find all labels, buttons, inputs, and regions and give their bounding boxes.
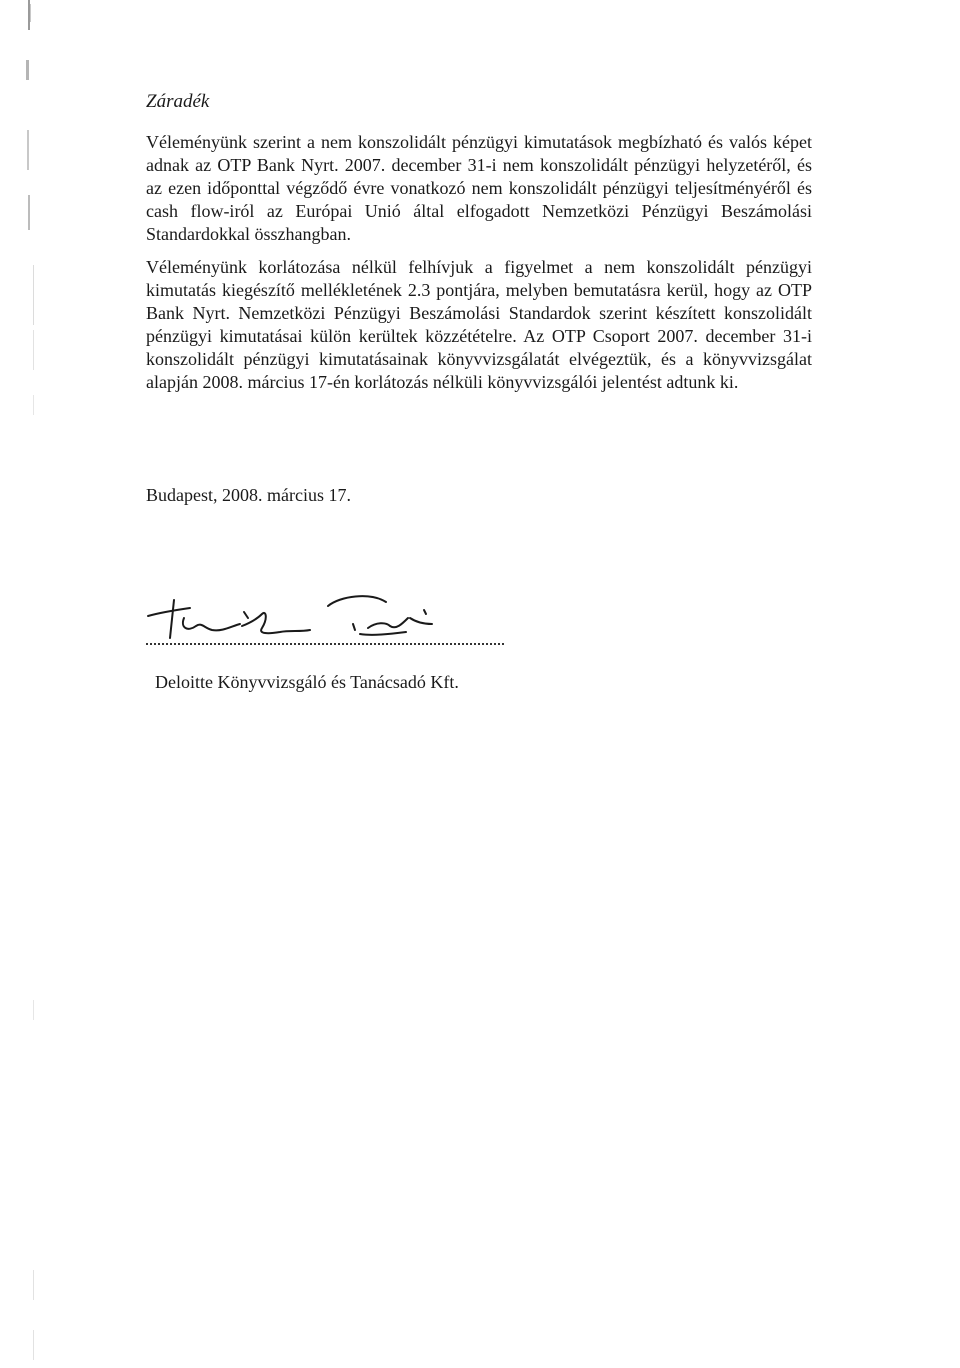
scan-artifact-margin [0,0,40,1368]
paragraph-emphasis: Véleményünk korlátozása nélkül felhívjuk a figyelmet a nem konszolidált pénzügyi kimutatás kiegészítő mellékletének 2.3 pontjára, melyben bemutatásra kerül, hogy az OTP Bank Nyrt. Nemzetközi Pénzügyi Beszámolási Standardok szerint készített konszolidált pénzügyi kimutatásai külön kerültek közzétételre. Az OTP Csoport 2007. december 31-i konszolidált pénzügyi kimutatásainak könyvvizsgálatát elvégeztük, és a könyvvizsgálat alapján 2008. március 17-én korlátozás nélküli könyvvizsgálói jelentést adtunk ki. [146,257,812,392]
paragraph-opinion: Véleményünk szerint a nem konszolidált pénzügyi kimutatások megbízható és valós képet adnak az OTP Bank Nyrt. 2007. december 31-i nem konszolidált pénzügyi helyzetéről, és az ezen időponttal végződő évre vonatkozó nem konszolidált pénzügyi teljesítményéről és cash flow-iról az Európai Unió által elfogadott Nemzetközi Pénzügyi Beszámolási Standardokkal összhangban. [146,132,812,244]
handwritten-signature [140,588,460,648]
signature-dotted-line [146,643,504,645]
firm-name: Deloitte Könyvvizsgáló és Tanácsadó Kft. [155,672,459,692]
place-and-date: Budapest, 2008. március 17. [146,485,351,505]
heading-zaradek: Záradék [146,91,210,112]
